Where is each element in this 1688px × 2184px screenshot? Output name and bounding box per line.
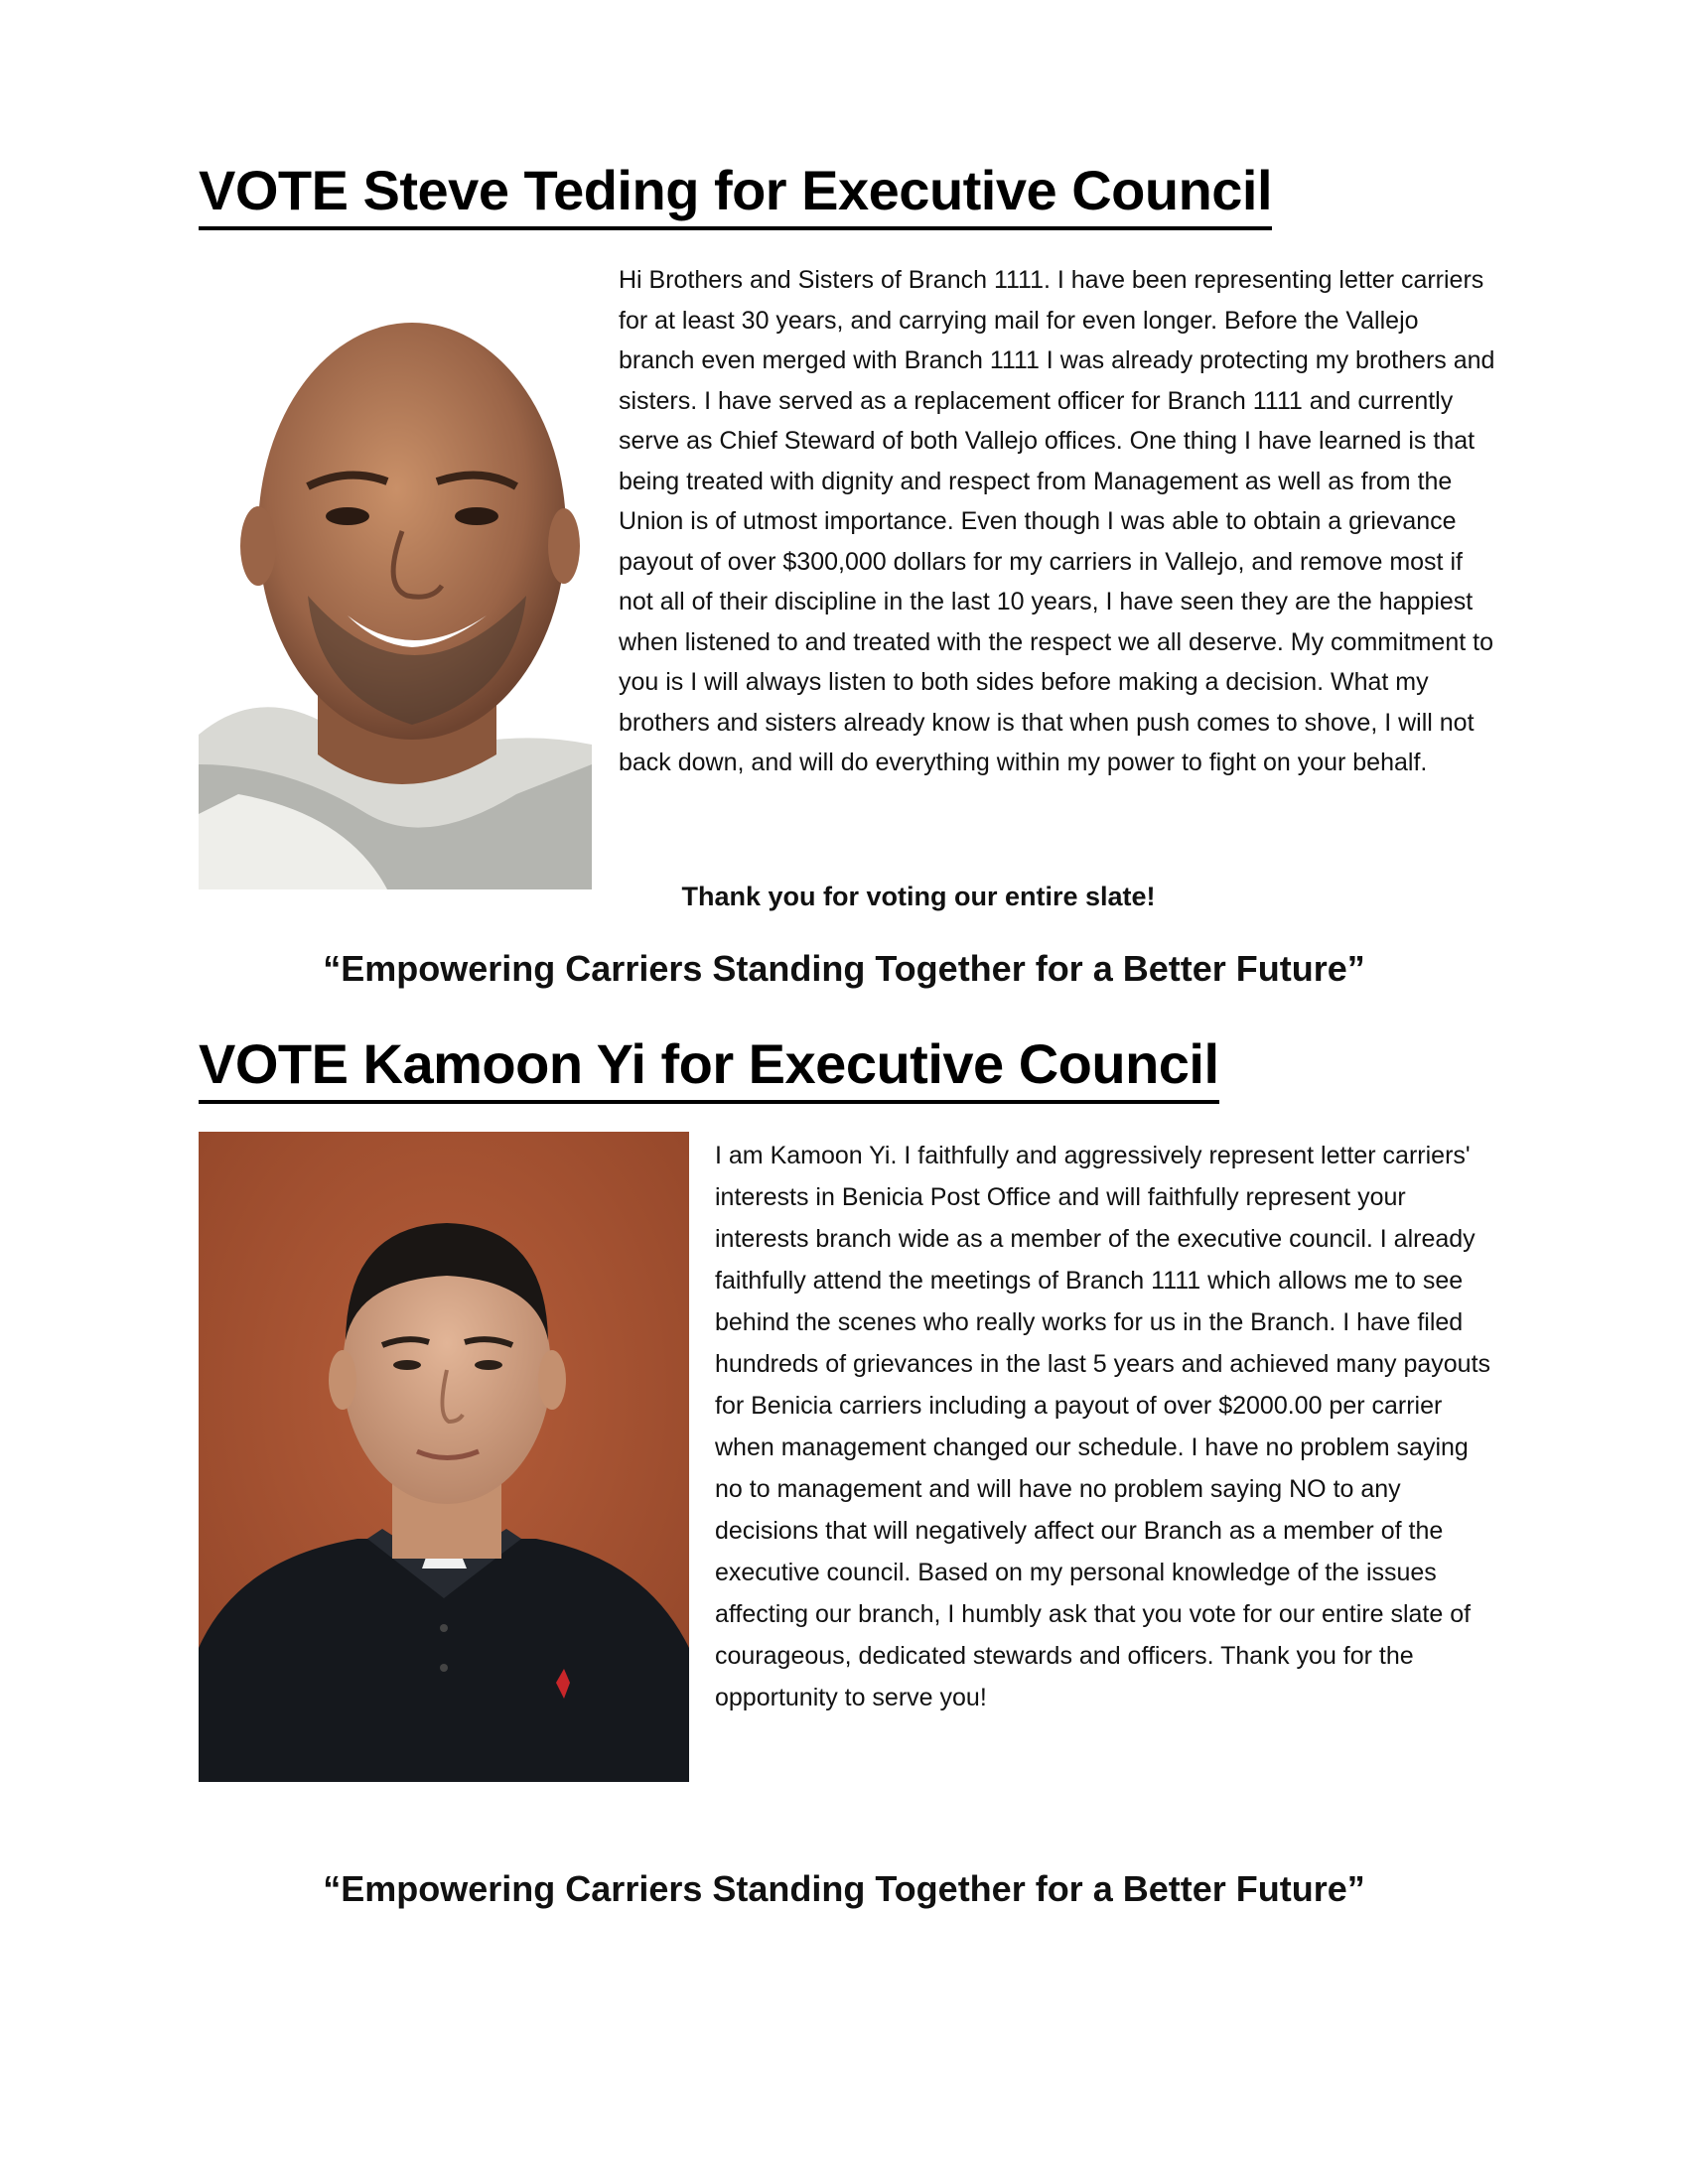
candidate2-statement-block <box>199 1135 1499 1802</box>
candidate2-heading: VOTE Kamoon Yi for Executive Council <box>199 1032 1219 1104</box>
photo-spacer <box>199 1135 715 1802</box>
candidate2-statement: I am Kamoon Yi. I faithfully and aggressively represent letter carriers' interests in Benicia Post Office and will faithfully represent your interests branch wide as a member of the executive council. I already faithfully attend the meetings of Branch 1111 which allows me to see behind the scenes who really works for us in the Branch. I have filed hundreds of grievances in the last 5 years and achieved many payouts for Benicia carriers including a payout of over $2000.00 per carrier when management changed our schedule. I have no problem saying no to management and will have no problem saying NO to any decisions that will negatively affect our Branch as a member of the executive council. Based on my personal knowledge of the issues affecting our branch, I humbly ask that you vote for our entire slate of courageous, dedicated stewards and officers. Thank you for the opportunity to serve you! <box>715 1142 1491 1711</box>
candidate1-thanks: Thank you for voting our entire slate! <box>681 882 1156 911</box>
candidate1-slogan: “Empowering Carriers Standing Together for a Better Future” <box>323 948 1365 989</box>
candidate1-statement: Hi Brothers and Sisters of Branch 1111. I have been representing letter carriers for at least 30 years, and carrying mail for even longer. Before the Vallejo branch even merged with Branch 1111 I was already protecting my brothers and sisters. I have served as a replacement officer for Branch 1111 and currently serve as Chief Steward of both Vallejo offices. One thing I have learned is that being treated with dignity and respect from Management as well as from the Union is of utmost importance. Even though I was able to obtain a grievance payout of over $300,000 dollars for my carriers in Vallejo, and remove most if not all of their discipline in the last 10 years, I have seen they are the happiest when listened to and treated with the respect we all deserve. My commitment to you is I will always listen to both sides before making a decision. What my brothers and sisters already know is that when push comes to shove, I will not back down, and will do everything within my power to fight on your behalf. <box>619 266 1495 776</box>
candidate1-photo <box>199 298 592 889</box>
candidate2-slogan: “Empowering Carriers Standing Together for a Better Future” <box>323 1868 1365 1909</box>
candidate1-heading: VOTE Steve Teding for Executive Council <box>199 159 1272 230</box>
